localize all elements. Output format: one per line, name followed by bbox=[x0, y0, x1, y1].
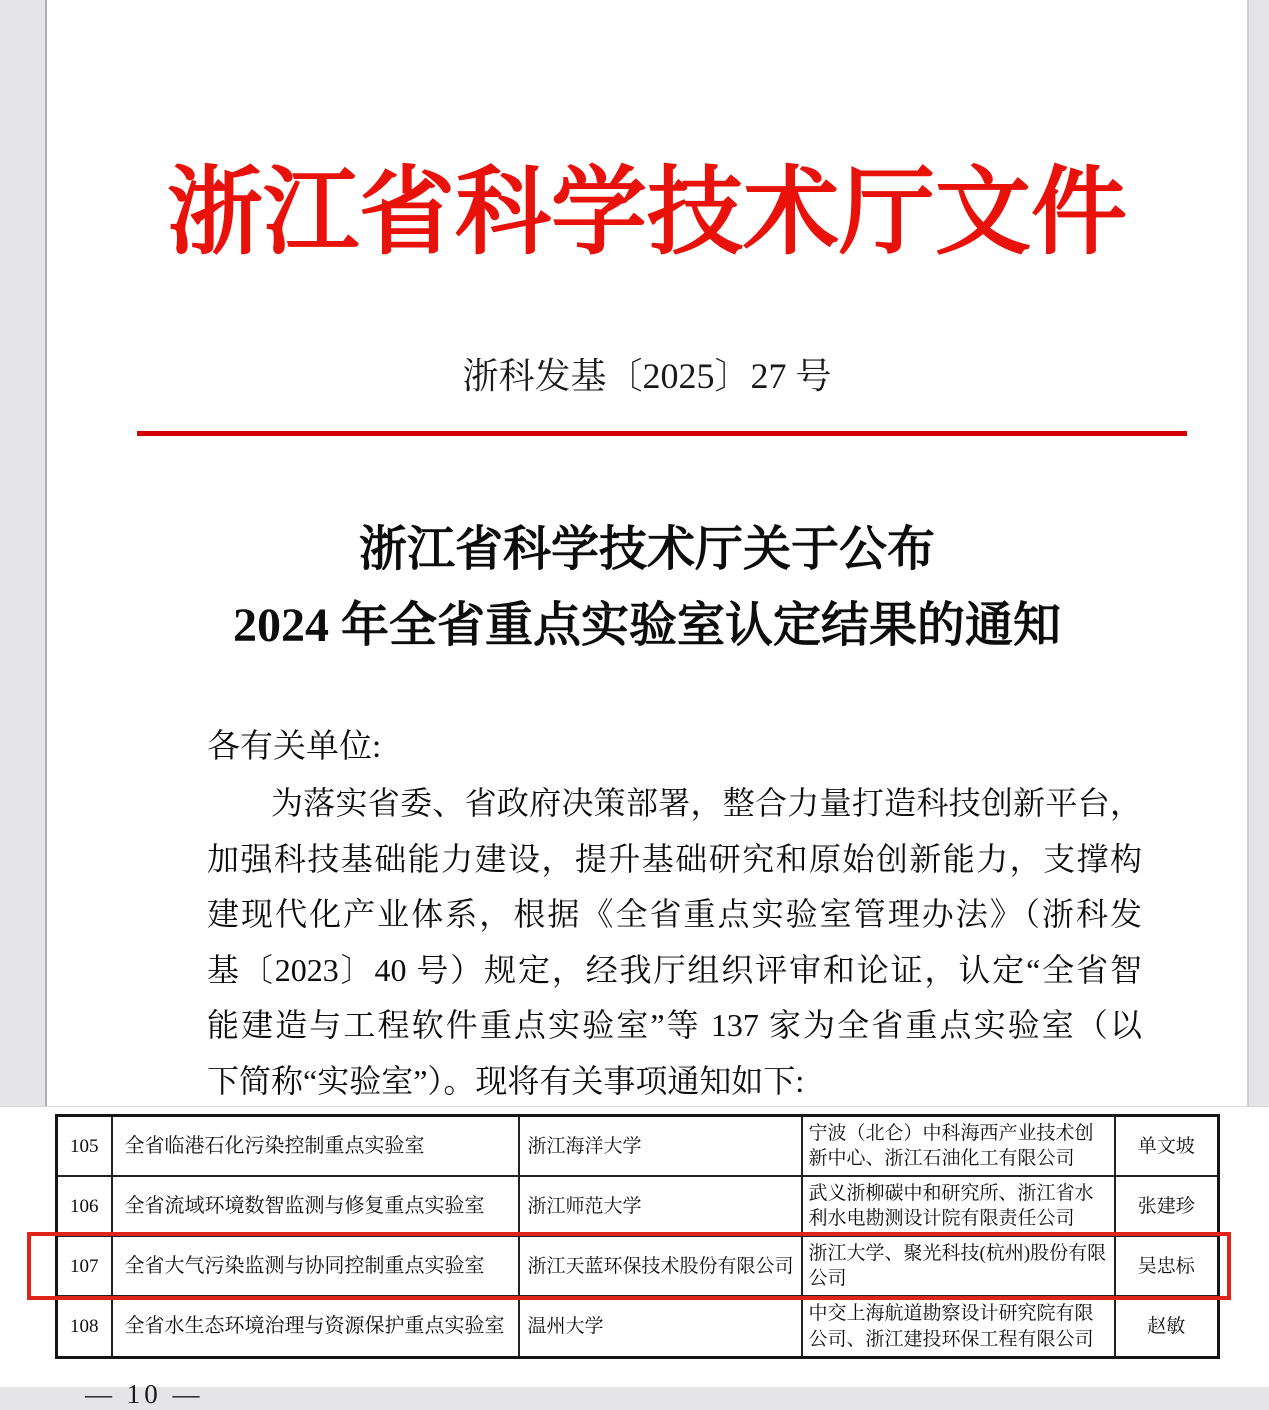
cell-lab: 全省流域环境数智监测与修复重点实验室 bbox=[112, 1176, 519, 1236]
body-line: 下简称“实验室”）。现将有关事项通知如下: bbox=[207, 1062, 805, 1099]
cell-partners: 中交上海航道勘察设计研究院有限公司、浙江建投环保工程有限公司 bbox=[802, 1296, 1115, 1357]
page-number: — 10 — bbox=[85, 1378, 204, 1409]
cell-partners: 浙江大学、聚光科技(杭州)股份有限公司 bbox=[802, 1236, 1115, 1296]
cell-lab: 全省大气污染监测与协同控制重点实验室 bbox=[112, 1236, 519, 1296]
cell-no: 106 bbox=[57, 1176, 112, 1236]
body-text bbox=[207, 776, 1142, 1109]
cell-director: 张建珍 bbox=[1115, 1176, 1219, 1236]
table-row bbox=[57, 1236, 1219, 1296]
table-row bbox=[57, 1176, 1219, 1236]
cell-partners: 武义浙柳碳中和研究所、浙江省水利水电勘测设计院有限责任公司 bbox=[802, 1176, 1115, 1236]
cell-partners: 宁波（北仑）中科海西产业技术创新中心、浙江石油化工有限公司 bbox=[802, 1116, 1115, 1177]
cell-no: 108 bbox=[57, 1296, 112, 1357]
table-row bbox=[57, 1116, 1219, 1177]
cell-lab: 全省临港石化污染控制重点实验室 bbox=[112, 1116, 519, 1177]
document-page-top bbox=[45, 0, 1249, 1106]
body-line: 为落实省委、省政府决策部署，整合力量打造科技创新平台， bbox=[271, 785, 1142, 821]
notice-title-line1: 浙江省科学技术厅关于公布 bbox=[358, 523, 935, 576]
table-row bbox=[57, 1296, 1219, 1357]
cell-host: 温州大学 bbox=[519, 1296, 802, 1357]
cell-host: 浙江师范大学 bbox=[519, 1176, 802, 1236]
body-line: 加强科技基础能力建设，提升基础研究和原始创新能力，支撑构 bbox=[207, 840, 1142, 877]
cell-host: 浙江海洋大学 bbox=[519, 1116, 802, 1177]
body-line: 基〔2023〕40 号）规定，经我厅组织评审和论证，认定“全省智 bbox=[207, 951, 1142, 988]
document-number: 浙科发基〔2025〕27 号 bbox=[462, 356, 832, 396]
cell-lab: 全省水生态环境治理与资源保护重点实验室 bbox=[112, 1296, 519, 1357]
cell-no: 107 bbox=[57, 1236, 112, 1296]
key-laboratory-results-table bbox=[55, 1114, 1220, 1359]
agency-header-title: 浙江省科学技术厅文件 bbox=[167, 159, 1127, 266]
body-line: 能建造与工程软件重点实验室”等 137 家为全省重点实验室（以 bbox=[207, 1007, 1142, 1043]
cell-director: 单文坡 bbox=[1115, 1116, 1219, 1177]
cell-director: 吴忠标 bbox=[1115, 1236, 1219, 1296]
body-line: 建现代化产业体系，根据《全省重点实验室管理办法》（浙科发 bbox=[207, 896, 1142, 932]
notice-title-line2: 2024 年全省重点实验室认定结果的通知 bbox=[232, 599, 1061, 652]
cell-no: 105 bbox=[57, 1116, 112, 1177]
document-page-bottom bbox=[0, 1106, 1269, 1409]
salutation: 各有关单位: bbox=[207, 729, 382, 765]
cell-host: 浙江天蓝环保技术股份有限公司 bbox=[519, 1236, 802, 1296]
red-divider-line bbox=[137, 431, 1187, 436]
cell-director: 赵敏 bbox=[1115, 1296, 1219, 1357]
notice-title bbox=[47, 512, 1247, 664]
